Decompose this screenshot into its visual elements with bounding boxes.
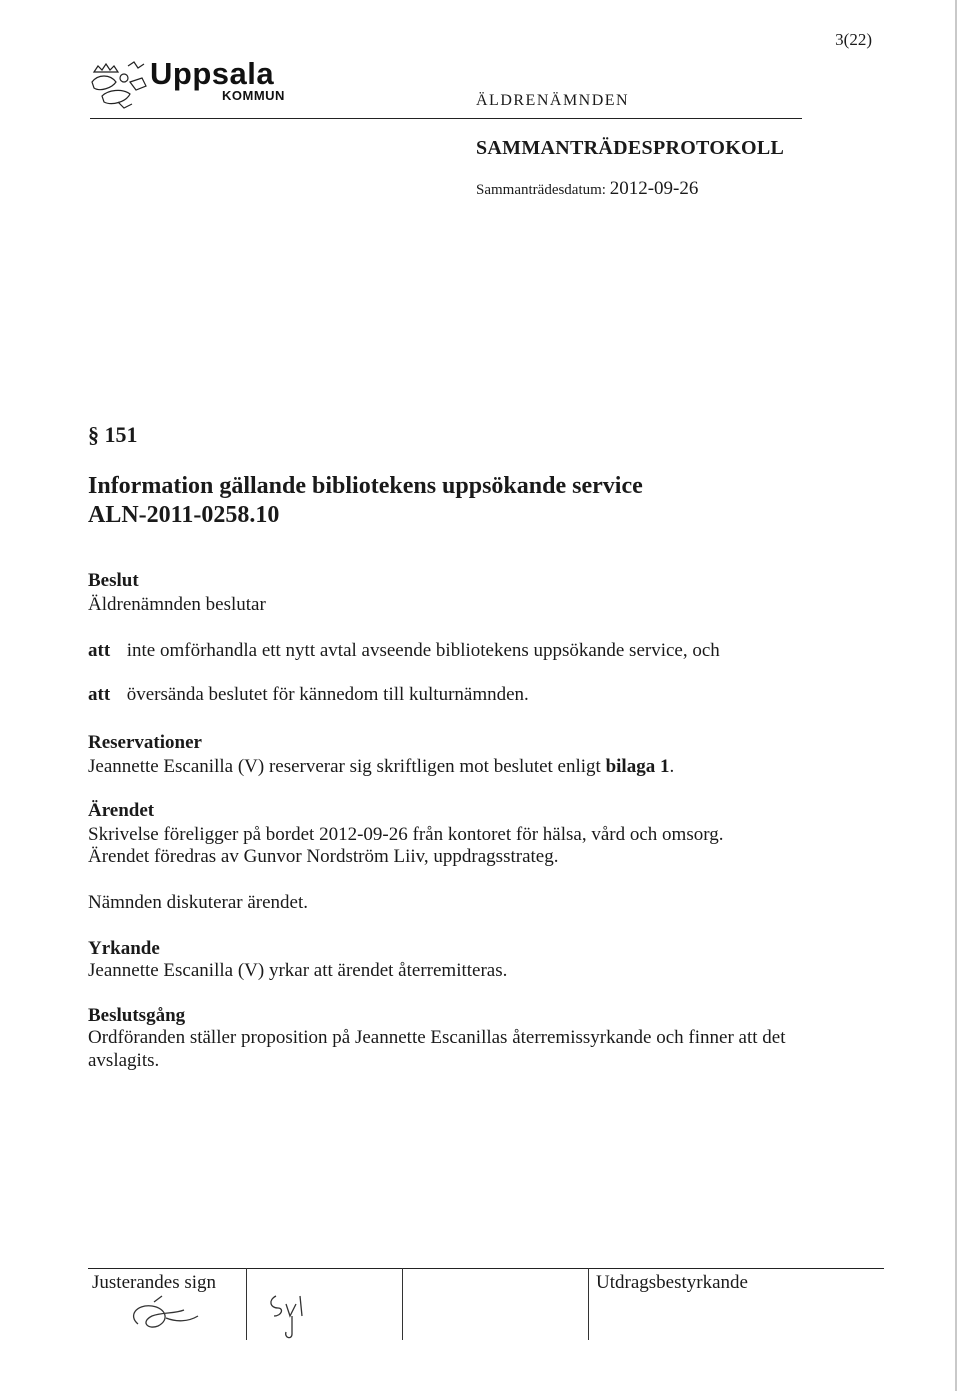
reservationer-end: .	[669, 756, 675, 777]
discussion-line: Nämnden diskuterar ärendet.	[88, 892, 308, 913]
decision-prefix: att	[88, 640, 111, 661]
justerandes-sign-label: Justerandes sign	[92, 1272, 217, 1293]
meeting-date-value: 2012-09-26	[609, 178, 699, 199]
footer-divider	[246, 1268, 247, 1340]
arendet-line: Skrivelse föreligger på bordet 2012-09-26 från kontoret för hälsa, vård och omsorg.	[88, 824, 724, 845]
yrkande-text: Jeannette Escanilla (V) yrkar att ärendet återremitteras.	[88, 960, 508, 981]
logo-wordmark: Uppsala	[150, 56, 275, 91]
beslut-intro: Äldrenämnden beslutar	[88, 594, 266, 615]
decision-item	[88, 684, 529, 706]
section-title-block	[88, 472, 643, 530]
protocol-title: SAMMANTRÄDESPROTOKOLL	[476, 137, 785, 159]
yrkande-heading: Yrkande	[88, 938, 160, 959]
reservationer-heading: Reservationer	[88, 732, 202, 753]
logo-subtitle: KOMMUN	[222, 88, 285, 103]
case-reference: ALN-2011-0258.10	[88, 502, 280, 528]
beslut-heading: Beslut	[88, 570, 139, 591]
section-title: Information gällande bibliotekens uppsökande service	[88, 473, 643, 499]
beslutsgang-line: avslagits.	[88, 1050, 160, 1071]
signature-2-icon	[262, 1286, 322, 1346]
meeting-date	[476, 178, 698, 200]
decision-item	[88, 640, 720, 662]
scan-edge	[955, 0, 957, 1391]
beslutsgang-heading: Beslutsgång	[88, 1005, 186, 1026]
meeting-date-label: Sammanträdesdatum:	[476, 182, 606, 198]
arendet-heading: Ärendet	[88, 800, 155, 821]
reservationer-body: Jeannette Escanilla (V) reserverar sig skriftligen mot beslutet enligt	[88, 756, 601, 777]
utdragsbestyrkande-label: Utdragsbestyrkande	[596, 1272, 748, 1293]
signature-1-icon	[118, 1292, 218, 1342]
footer-divider	[402, 1268, 403, 1340]
bilaga-reference: bilaga 1	[605, 756, 670, 777]
beslutsgang-line: Ordföranden ställer proposition på Jeannette Escanillas återremissyrkande och finner att det	[88, 1027, 786, 1048]
arendet-line: Ärendet föredras av Gunvor Nordström Liiv, uppdragsstrateg.	[88, 846, 559, 867]
footer-rule	[88, 1268, 884, 1269]
header-rule	[90, 118, 802, 119]
committee-name: ÄLDRENÄMNDEN	[476, 92, 630, 109]
footer-divider	[588, 1268, 589, 1340]
paragraph-number: § 151	[88, 422, 138, 447]
decision-text: inte omförhandla ett nytt avtal avseende bibliotekens uppsökande service, och	[126, 640, 720, 661]
decision-prefix: att	[88, 684, 111, 705]
page-number: 3(22)	[835, 30, 872, 49]
reservationer-text	[88, 756, 674, 778]
decision-text: översända beslutet för kännedom till kulturnämnden.	[126, 684, 529, 705]
